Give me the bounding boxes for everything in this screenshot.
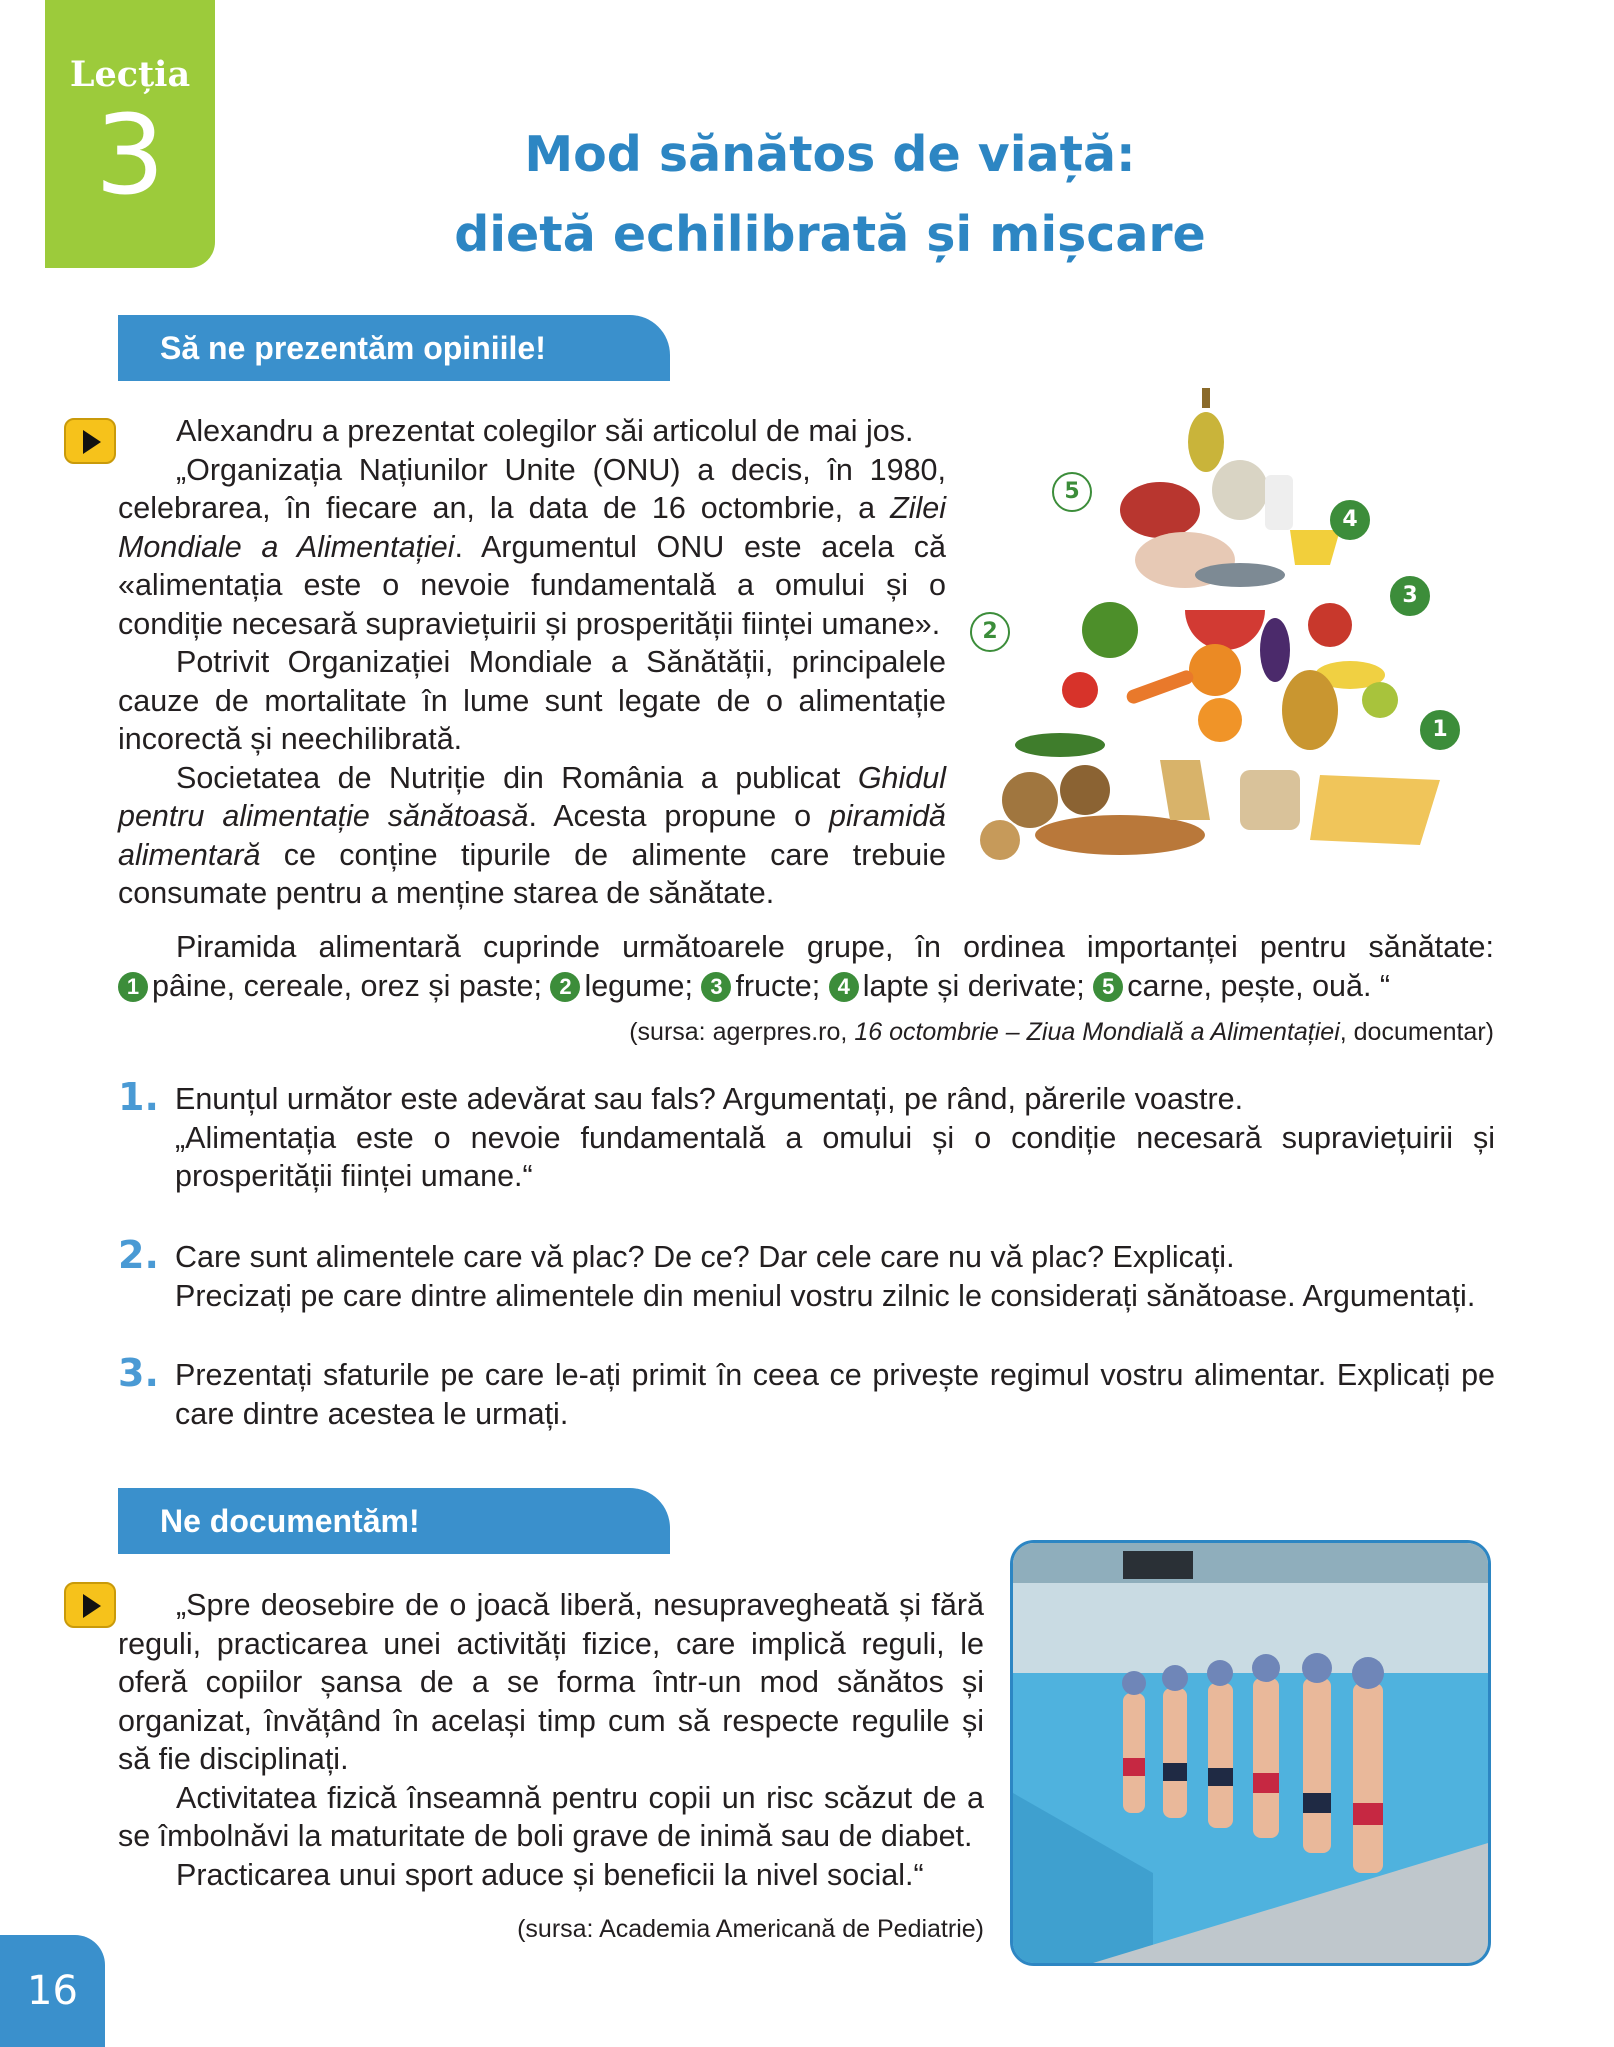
doc-source: (sursa: Academia Americană de Pediatrie) [517,1915,984,1943]
question-2-text [175,1238,1495,1315]
documentation-text [118,1586,984,1894]
article-paragraph [118,451,946,644]
lesson-tab [45,0,215,268]
group-number-badge: 2 [550,972,580,1002]
pyramid-label-5: 5 [1052,472,1092,512]
question-1-text [175,1080,1495,1196]
article-paragraph: Piramida alimentară cuprinde următoarele grupe, în ordinea importanței pentru sănătate: [176,930,1494,964]
food-pyramid-image [970,380,1480,860]
group-text: fructe; [735,968,821,1003]
question-3-text [175,1356,1495,1433]
groups-line [118,967,1494,1006]
doc-paragraph: Practicarea unui sport aduce și beneficii la nivel social.“ [176,1857,924,1892]
italic-span: 16 octombrie – Ziua Mondială a Alimentației [854,1018,1340,1046]
play-icon[interactable] [64,1582,116,1628]
page-number: 16 [0,1935,105,2047]
swimmers-illustration [1013,1543,1488,1963]
text-span: , documentar) [1339,1018,1494,1046]
text-span: (sursa: agerpres.ro, [629,1018,855,1046]
pyramid-label-1: 1 [1420,710,1460,750]
text-span: ce conține tipurile de alimente care trebuie consumate pentru a menține starea de sănătate. [118,837,946,910]
page-title-line2: dietă echilibrată și mișcare [454,206,1206,263]
lesson-number: 3 [95,91,165,219]
food-pyramid-illustration [970,380,1480,860]
pyramid-label-3: 3 [1390,576,1430,616]
text-span: . Argumentul ONU este acela că «alimentația este o nevoie fundamentală a omului și o condiție necesară supraviețuirii și prosperității ființei umane». [118,529,946,641]
group-text: carne, pește, ouă. “ [1127,968,1391,1003]
italic-span: Ghidul pentru alimentație sănătoasă [118,760,946,833]
text-span: . Acesta propune o [528,799,830,833]
lesson-label: Lecția [69,54,191,95]
italic-span: Zilei Mondiale a Alimentației [118,491,946,564]
article-text [118,412,946,913]
article-paragraph: Alexandru a prezentat colegilor săi articolul de mai jos. [176,414,914,448]
question-line: Enunțul următor este adevărat sau fals? Argumentați, pe rând, părerile voastre. [175,1082,1244,1116]
group-number-badge: 5 [1093,972,1123,1002]
article-paragraph [118,759,946,913]
doc-paragraph: „Spre deosebire de o joacă liberă, nesupravegheată și fără reguli, practicarea unei activități fizice, care implică reguli, le oferă copiilor șansa de a se forma într-un mod sănătos și organizat, învățând în același timp cum să respecte regulile și să fie disciplinați. [118,1588,984,1776]
question-line: Precizați pe care dintre alimentele din meniul vostru zilnic le considerați sănătoase. Argumentați. [175,1278,1476,1313]
pyramid-label-2: 2 [970,612,1010,652]
pyramid-label-4: 4 [1330,500,1370,540]
group-number-badge: 4 [829,972,859,1002]
italic-span: piramidă alimentară [118,799,946,872]
text-span: „Organizația Națiunilor Unite (ONU) a decis, în 1980, celebrarea, în fiecare an, la data de 16 octombrie, a [118,452,946,525]
question-line: Care sunt alimentele care vă plac? De ce? Dar cele care nu vă plac? Explicați. [175,1240,1235,1274]
section-header-research: Ne documentăm! [118,1488,670,1554]
question-line: Prezentați sfaturile pe care le-ați primit în ceea ce privește regimul vostru alimentar. Explicați pe care dintre acestea le urmați. [175,1358,1495,1431]
group-number-badge: 3 [701,972,731,1002]
question-quote: „Alimentația este o nevoie fundamentală a omului și o condiție necesară supraviețuirii și prosperității ființei umane.“ [175,1120,1495,1193]
doc-paragraph: Activitatea fizică înseamnă pentru copii un risc scăzut de a se îmbolnăvi la maturitate de boli grave de inimă sau de diabet. [118,1780,984,1853]
play-icon[interactable] [64,418,116,464]
group-text: pâine, cereale, orez și paste; [152,968,542,1003]
swimmers-photo [1010,1540,1491,1966]
article-paragraph: Potrivit Organizației Mondiale a Sănătății, principalele cauze de mortalitate în lume sunt legate de o alimentație incorectă și neechilibrată. [118,645,946,756]
group-text: lapte și derivate; [862,968,1085,1003]
section-header-opinions: Să ne prezentăm opiniile! [118,315,670,381]
question-number: 2. [118,1233,159,1277]
text-span: Societatea de Nutriție din România a publicat [176,760,858,795]
question-number: 3. [118,1351,159,1395]
question-number: 1. [118,1075,159,1119]
group-number-badge: 1 [118,972,148,1002]
pyramid-groups-text [118,928,1494,1005]
group-text: legume; [584,968,693,1003]
page-title-line1: Mod sănătos de viață: [524,126,1136,183]
article-source [118,1018,1494,1047]
